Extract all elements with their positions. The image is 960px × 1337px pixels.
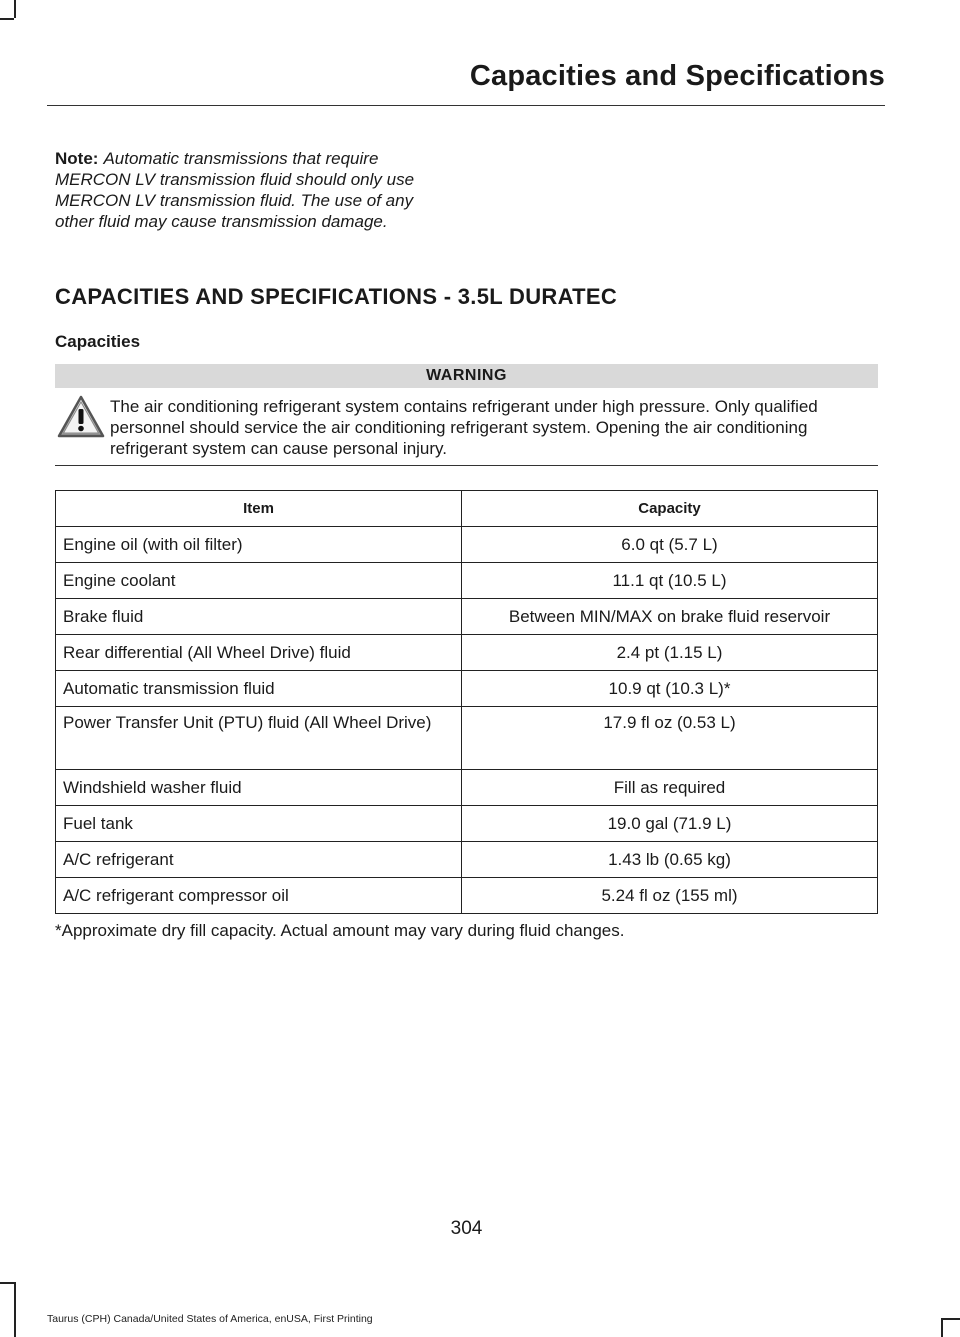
item-cell: Windshield washer fluid (56, 770, 462, 806)
table-row (56, 842, 878, 878)
capacity-cell: 17.9 fl oz (0.53 L) (462, 707, 878, 770)
table-row (56, 599, 878, 635)
crop-mark (0, 1282, 14, 1284)
capacity-cell: 10.9 qt (10.3 L)* (462, 671, 878, 707)
page-title: Capacities and Specifications (469, 60, 885, 92)
table-row (56, 635, 878, 671)
crop-mark (0, 18, 14, 20)
item-cell: Automatic transmission fluid (56, 671, 462, 707)
item-cell: Power Transfer Unit (PTU) fluid (All Wheel Drive) (56, 707, 462, 770)
crop-mark (14, 0, 16, 18)
table-row (56, 707, 878, 770)
capacity-cell: 6.0 qt (5.7 L) (462, 527, 878, 563)
capacity-cell: Fill as required (462, 770, 878, 806)
warning-banner: WARNING (55, 364, 878, 388)
note-block (55, 148, 455, 232)
item-cell: Fuel tank (56, 806, 462, 842)
table-row (56, 806, 878, 842)
capacity-cell: 5.24 fl oz (155 ml) (462, 878, 878, 914)
capacity-cell: 2.4 pt (1.15 L) (462, 635, 878, 671)
table-row (56, 878, 878, 914)
table-row (56, 770, 878, 806)
capacity-cell: 1.43 lb (0.65 kg) (462, 842, 878, 878)
capacities-table (55, 490, 878, 914)
footnote: *Approximate dry fill capacity. Actual amount may vary during fluid changes. (55, 921, 625, 940)
capacities-subheading: Capacities (55, 332, 141, 351)
warning-divider (55, 465, 878, 466)
table-header-row (56, 491, 878, 527)
item-cell: Rear differential (All Wheel Drive) fluid (56, 635, 462, 671)
capacity-cell: Between MIN/MAX on brake fluid reservoir (462, 599, 878, 635)
warning-text: The air conditioning refrigerant system contains refrigerant under high pressure. Only qualified personnel should service the air conditioning refrigerant system. Opening the air conditioning refrigerant system can cause personal injury. (110, 397, 818, 458)
capacity-cell: 19.0 gal (71.9 L) (462, 806, 878, 842)
crop-mark (941, 1318, 943, 1337)
note-label: Note: (55, 149, 99, 168)
item-cell: Brake fluid (56, 599, 462, 635)
crop-mark (14, 1282, 16, 1337)
item-cell: A/C refrigerant compressor oil (56, 878, 462, 914)
warning-triangle-icon (56, 394, 106, 440)
note-text: Automatic transmissions that require MERCON LV transmission fluid should only use MERCON LV transmission fluid. The use of any other fluid may cause transmission damage. (55, 149, 415, 231)
capacity-cell: 11.1 qt (10.5 L) (462, 563, 878, 599)
crop-mark (943, 1318, 960, 1320)
table-row (56, 671, 878, 707)
print-footer: Taurus (CPH) Canada/United States of America, enUSA, First Printing (47, 1313, 373, 1325)
item-cell: Engine oil (with oil filter) (56, 527, 462, 563)
table-row (56, 563, 878, 599)
header-divider (47, 105, 885, 106)
item-cell: A/C refrigerant (56, 842, 462, 878)
column-header-item: Item (56, 491, 462, 527)
column-header-capacity: Capacity (462, 491, 878, 527)
table-row (56, 527, 878, 563)
item-cell: Engine coolant (56, 563, 462, 599)
page-number: 304 (450, 1218, 483, 1239)
section-heading: CAPACITIES AND SPECIFICATIONS - 3.5L DURATEC (55, 284, 618, 309)
